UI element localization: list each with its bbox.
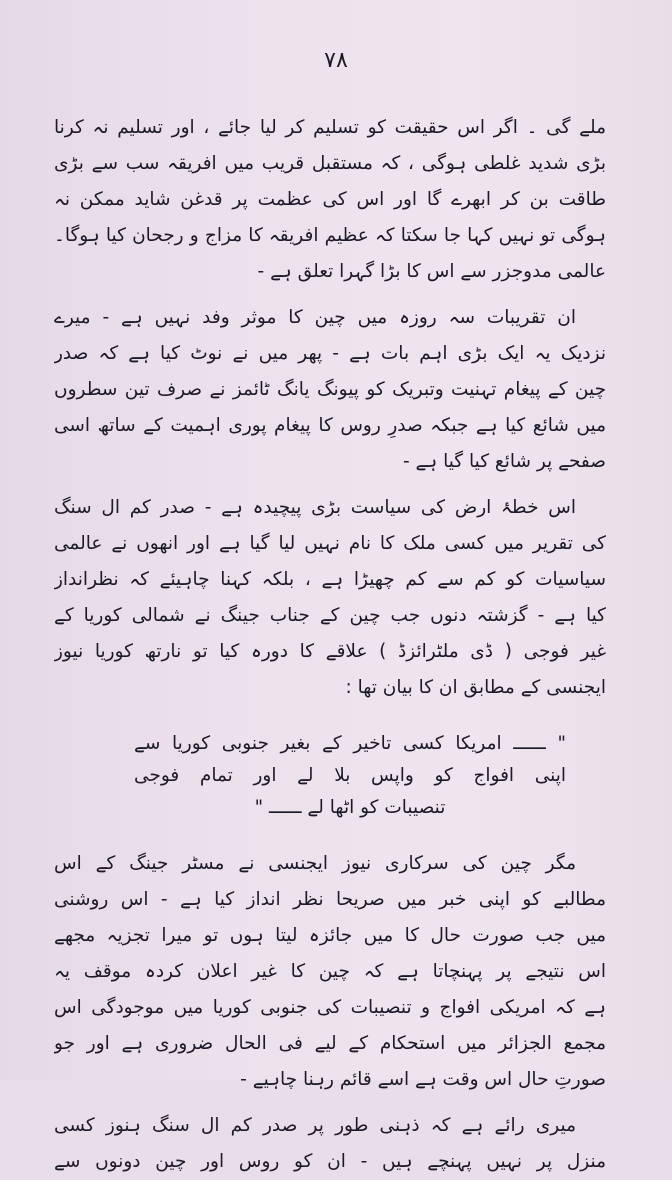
text-line: نزدیک یہ ایک بڑی اہم بات ہے - پھر میں نے نوٹ کیا ہے کہ صدر [54, 343, 606, 364]
text-line: اس نتیجے پر پہنچاتا ہے کہ چین کا غیر اعلان کردہ موقف یہ [54, 961, 606, 982]
paragraph-4 [54, 846, 606, 1098]
text-line: بڑی شدید غلطی ہوگی ، کہ مستقبل قریب میں افریقہ سب سے بڑی [54, 153, 606, 174]
quote-line: تنصیبات کو اٹھا لے ــــــ " [254, 797, 446, 818]
text-line: منزل پر نہیں پہنچے ہیں - ان کو روس اور چین دونوں سے [54, 1151, 606, 1172]
text-line: صفحے پر شائع کیا گیا ہے - [402, 451, 606, 472]
paragraph-2 [54, 300, 606, 480]
text-line: سیاسیات کو کم سے کم چھیڑا ہے ، بلکہ کہنا چاہیئے کہ نظرانداز [54, 569, 606, 590]
block-quote [134, 728, 566, 824]
text-line: عالمی مدوجزر سے اس کا بڑا گہرا تعلق ہے - [257, 261, 606, 282]
text-line: ایجنسی کے مطابق ان کا بیان تھا : [345, 677, 606, 698]
text-line: ان تقریبات سہ روزہ میں چین کا موثر وفد نہیں ہے - میرے [54, 307, 576, 328]
text-line: مجمع الجزائر میں استحکام کے لیے فی الحال ضروری ہے اور جو [54, 1033, 606, 1054]
paragraph-3 [54, 490, 606, 706]
text-line: ہوگی تو نہیں کہا جا سکتا کہ عظیم افریقہ کا مزاج و رجحان کیا ہوگا۔ [54, 225, 606, 246]
text-line: غیر فوجی ( ڈی ملٹرائزڈ ) علاقے کا دورہ کیا تو نارتھ کوریا نیوز [54, 641, 606, 662]
text-line: طاقت بن کر ابھرے گا اور اس کی عظمت پر قدغن شاید ممکن نہ [54, 189, 606, 210]
page-number: ۷۸ [324, 48, 348, 73]
text-line: اس خطۂ ارض کی سیاست بڑی پیچیدہ ہے - صدر کم ال سنگ [54, 497, 576, 518]
quote-line: اپنی افواج کو واپس بلا لے اور تمام فوجی [134, 765, 566, 786]
text-line: میں جب صورت حال کا میں جائزہ لیتا ہوں تو میرا تجزیہ مجھے [54, 925, 606, 946]
text-line: کیا ہے - گزشتہ دنوں جب چین کے جناب جینگ نے شمالی کوریا کے [54, 605, 606, 626]
text-line: مطالبے کو اپنی خبر میں صریحا نظر انداز کیا ہے - اس روشنی [54, 889, 606, 910]
text-line: ہے کہ امریکی افواج و تنصیبات کی جنوبی کوریا میں موجودگی اس [54, 997, 606, 1018]
text-line: صورتِ حال اس وقت ہے اسے قائم رہنا چاہیے - [240, 1069, 606, 1090]
paragraph-1 [54, 110, 606, 290]
body-text [54, 110, 606, 1180]
text-line: کی تقریر میں کسی ملک کا نام نہیں لیا گیا ہے اور انھوں نے عالمی [54, 533, 606, 554]
text-line: مگر چین کی سرکاری نیوز ایجنسی نے مسٹر جینگ کے اس [54, 853, 576, 874]
text-line: میں شائع کیا ہے جبکہ صدرِ روس کا پیغام پوری اہمیت کے ساتھ اسی [54, 415, 606, 436]
text-line: چین کے پیغام تہنیت وتبریک کو پیونگ یانگ ٹائمز نے صرف تین سطروں [54, 379, 606, 400]
paragraph-5 [54, 1108, 606, 1180]
text-line: ملے گی ۔ اگر اس حقیقت کو تسلیم کر لیا جائے ، اور تسلیم نہ کرنا [54, 117, 606, 138]
quote-line: " ــــــ امریکا کسی تاخیر کے بغیر جنوبی کوریا سے [134, 733, 566, 754]
text-line: میری رائے ہے کہ ذہنی طور پر صدر کم ال سنگ ہنوز کسی [54, 1115, 576, 1136]
